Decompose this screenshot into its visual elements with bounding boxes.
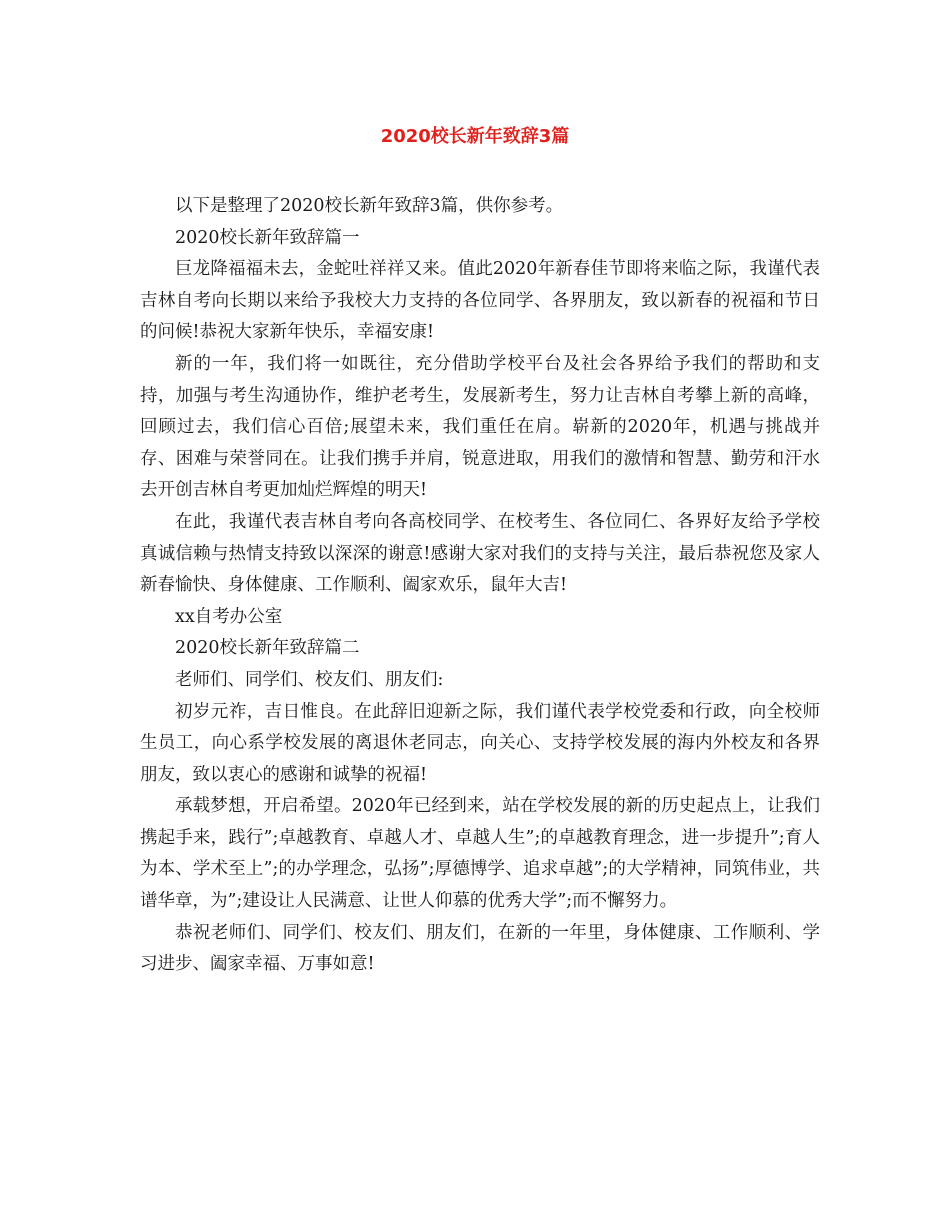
section-heading-1: 2020校长新年致辞篇一 xyxy=(175,227,360,248)
salutation: 老师们、同学们、校友们、朋友们: xyxy=(175,669,444,690)
section-heading-2: 2020校长新年致辞篇二 xyxy=(175,638,360,659)
paragraph: 承载梦想，开启希望。2020年已经到来，站在学校发展的新的历史起点上，让我们携起手来，践行”;卓越教育、卓越人才、卓越人生”;的卓越教育理念，进一步提升”;育人为本、学术至上”;的办学理念，弘扬”;厚德博学、追求卓越”;的大学精神，同筑伟业，共谱华章，为”;建设让人民满意、让世人仰慕的优秀大学”;而不懈努力。 xyxy=(140,796,820,912)
paragraph: 初岁元祚，吉日惟良。在此辞旧迎新之际，我们谨代表学校党委和行政，向全校师生员工，向心系学校发展的离退休老同志，向关心、支持学校发展的海内外校友和各界朋友，致以衷心的感谢和诚挚的祝福! xyxy=(140,701,820,785)
document-title: 2020校长新年致辞3篇 xyxy=(380,126,570,147)
paragraph: 新的一年，我们将一如既往，充分借助学校平台及社会各界给予我们的帮助和支持，加强与考生沟通协作，维护老考生，发展新考生，努力让吉林自考攀上新的高峰，回顾过去，我们信心百倍;展望未来，我们重任在肩。崭新的2020年，机遇与挑战并存、困难与荣誉同在。让我们携手并肩，锐意进取，用我们的激情和智慧、勤劳和汗水去开创吉林自考更加灿烂辉煌的明天! xyxy=(140,353,820,501)
signature-line: xx自考办公室 xyxy=(175,606,283,627)
paragraph: 在此，我谨代表吉林自考向各高校同学、在校考生、各位同仁、各界好友给予学校真诚信赖与热情支持致以深深的谢意!感谢大家对我们的支持与关注，最后恭祝您及家人新春愉快、身体健康、工作顺利、阖家欢乐，鼠年大吉! xyxy=(140,511,820,596)
paragraph-intro: 以下是整理了2020校长新年致辞3篇，供你参考。 xyxy=(175,196,564,216)
paragraph: 恭祝老师们、同学们、校友们、朋友们，在新的一年里，身体健康、工作顺利、学习进步、阖家幸福、万事如意! xyxy=(140,922,820,975)
document-body xyxy=(140,191,820,981)
paragraph: 巨龙降福福未去，金蛇吐祥祥又来。值此2020年新春佳节即将来临之际，我谨代表吉林自考向长期以来给予我校大力支持的各位同学、各界朋友，致以新春的祝福和节日的问候!恭祝大家新年快乐，幸福安康! xyxy=(140,259,820,343)
